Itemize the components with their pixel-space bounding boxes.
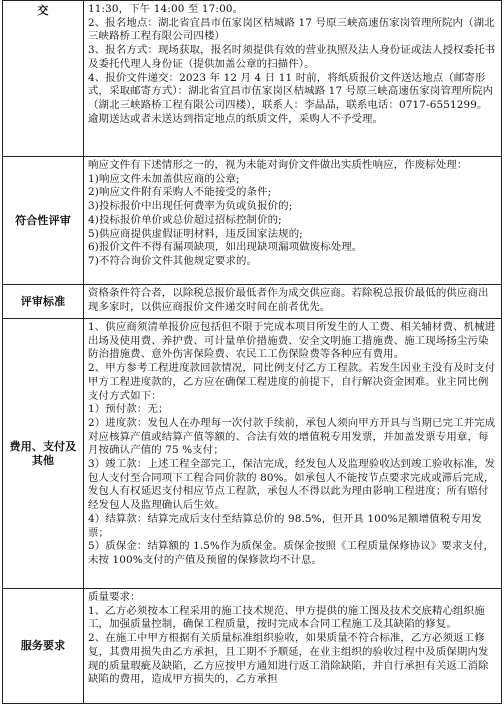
row-label-submission: 交 (3, 1, 84, 157)
table-row (3, 157, 502, 285)
paragraph: 1）预付款：无； (88, 403, 169, 416)
paragraph: 4）结算款：结算完成后支付至结算总价的 98.5%，但开具 100%足额增值税专用发票； (88, 512, 482, 539)
paragraph: 2、甲方参考工程进度款回款情况，同比例支付乙方工程款。若发生因业主没有及时支付甲方工程进度款的，乙方应在确保工程进度的前提下，自行解决资金困难。业主同比例支付方式如下： (88, 362, 496, 402)
paragraph: 3）竣工款：上述工程全部完工，保洁完成，经发包人及监理验收达到竣工验收标准，发包人支付至合同项下工程合同价款的 80%。如承包人不能按节点要求完成或滞后完成，发包人有权延迟支付相应节点工程款，承包人不得以此为理由影响工程进度；所有赔付经发包人及监理确认后生效。 (88, 458, 496, 512)
paragraph: 2、在施工中甲方根据有关质量标准组织验收，如果质量不符合标准，乙方必须返工修复，其费用损失由乙方承担，且工期不予顺延，在业主组织的验收过程中及质保期内发现的质量瑕疵及缺陷，乙方应按甲方通知进行返工消除缺陷，并自行承担有关返工消除缺陷的费用，造成甲方损失的，乙方承担 (88, 632, 489, 686)
paragraph: 响应文件有下述情形之一的，视为未能对询价文件做出实质性响应，作废标处理： (88, 159, 468, 171)
table-row (3, 589, 502, 704)
row-label-service-requirements: 服务要求 (3, 589, 84, 704)
row-label-compliance-review: 符合性评审 (3, 157, 84, 285)
paragraph: 6)报价文件不得有漏项缺项，如出现缺项漏项做废标处理。 (88, 241, 363, 254)
paragraph: 7)不符合询价文件其他规定要求的。 (88, 254, 258, 267)
label-line: 费用、支付及 (9, 439, 77, 453)
row-label-fees-payment (3, 319, 84, 589)
paragraph: 4、报价文件递交：2023 年 12 月 4 日 11 时前，将纸质报价文件送达地点（邮寄形式，采取邮寄方式）：湖北省宜昌市伍家岗区桔城路 17 号原三峡高速伍家岗管理所院内（湖北三峡路桥工程有限公司四楼），联系人：李晶晶，联系电话：0717-6551299。逾期送达或者未送达到指定地点的纸质文件，采购人不予受理。 (88, 71, 494, 125)
procurement-table (2, 0, 502, 704)
row-content-fees-payment (84, 319, 502, 589)
paragraph: 5）质保金：结算额的 1.5%作为质保金。质保金按照《工程质量保修协议》要求支付，未按 100%支付的产值及预留的保修款均不计息。 (88, 540, 495, 566)
table-row (3, 1, 502, 157)
table-row (3, 319, 502, 589)
paragraph: 1)响应文件未加盖供应商的公章; (88, 172, 240, 185)
label-line: 其他 (31, 453, 55, 467)
row-content-submission (84, 1, 502, 157)
paragraph: 4)投标报价单价或总价超过招标控制价的; (88, 213, 282, 226)
paragraph: 1、供应商须清单报价应包括但不限于完成本项目所发生的人工费、相关辅材费、机械进出场及使用费、养护费、可计量单价措施费、安全文明施工措施费、施工现场扬尘污染防治措施费、意外伤害保险费、农民工工伤保险费等各种应有费用。 (88, 321, 496, 361)
paragraph: 11:30，下午 14:00 至 17:00。 (88, 3, 244, 15)
row-content-compliance-review (84, 157, 502, 285)
paragraph: 质量要求： (88, 591, 141, 603)
row-content-evaluation-criteria (84, 285, 502, 319)
paragraph: 资格条件符合者，以除税总报价最低者作为成交供应商。若除税总报价最低的供应商出现多家时，以供应商报价文件递交时间在前者优先。 (88, 287, 489, 313)
paragraph: 5)供应商提供虚假证明材料，违反国家法规的; (88, 227, 303, 240)
paragraph: 2)响应文件附有采购人不能接受的条件; (88, 186, 272, 199)
row-label-evaluation-criteria: 评审标准 (3, 285, 84, 319)
paragraph: 2、报名地点：湖北省宜昌市伍家岗区桔城路 17 号原三峡高速伍家岗管理所院内（湖北三峡路桥工程有限公司四楼） (88, 16, 495, 43)
table-row (3, 285, 502, 319)
row-content-service-requirements (84, 589, 502, 704)
paragraph: 1、乙方必须按本工程采用的施工技术规范、甲方提供的施工图及技术交底精心组织施工，加强质量控制，确保工程质量，按时完成本合同工程施工及其缺陷的修复。 (88, 604, 485, 631)
paragraph: 3、报名方式：现场获取，报名时须提供有效的营业执照及法人身份证或法人授权委托书及委托代理人身份证（提供加盖公章的扫描件）。 (88, 44, 496, 70)
paragraph: 3)投标报价中出现任何费率为负或负报价的; (88, 200, 293, 213)
paragraph: 2）进度款：发包人在办理每一次付款手续前，承包人须向甲方开具与当期已完工并完成对应核算产值或结算产值等额的、合法有效的增值税专用发票，并加盖发票专用章，每月按确认产值的 75 %支付； (88, 416, 496, 457)
